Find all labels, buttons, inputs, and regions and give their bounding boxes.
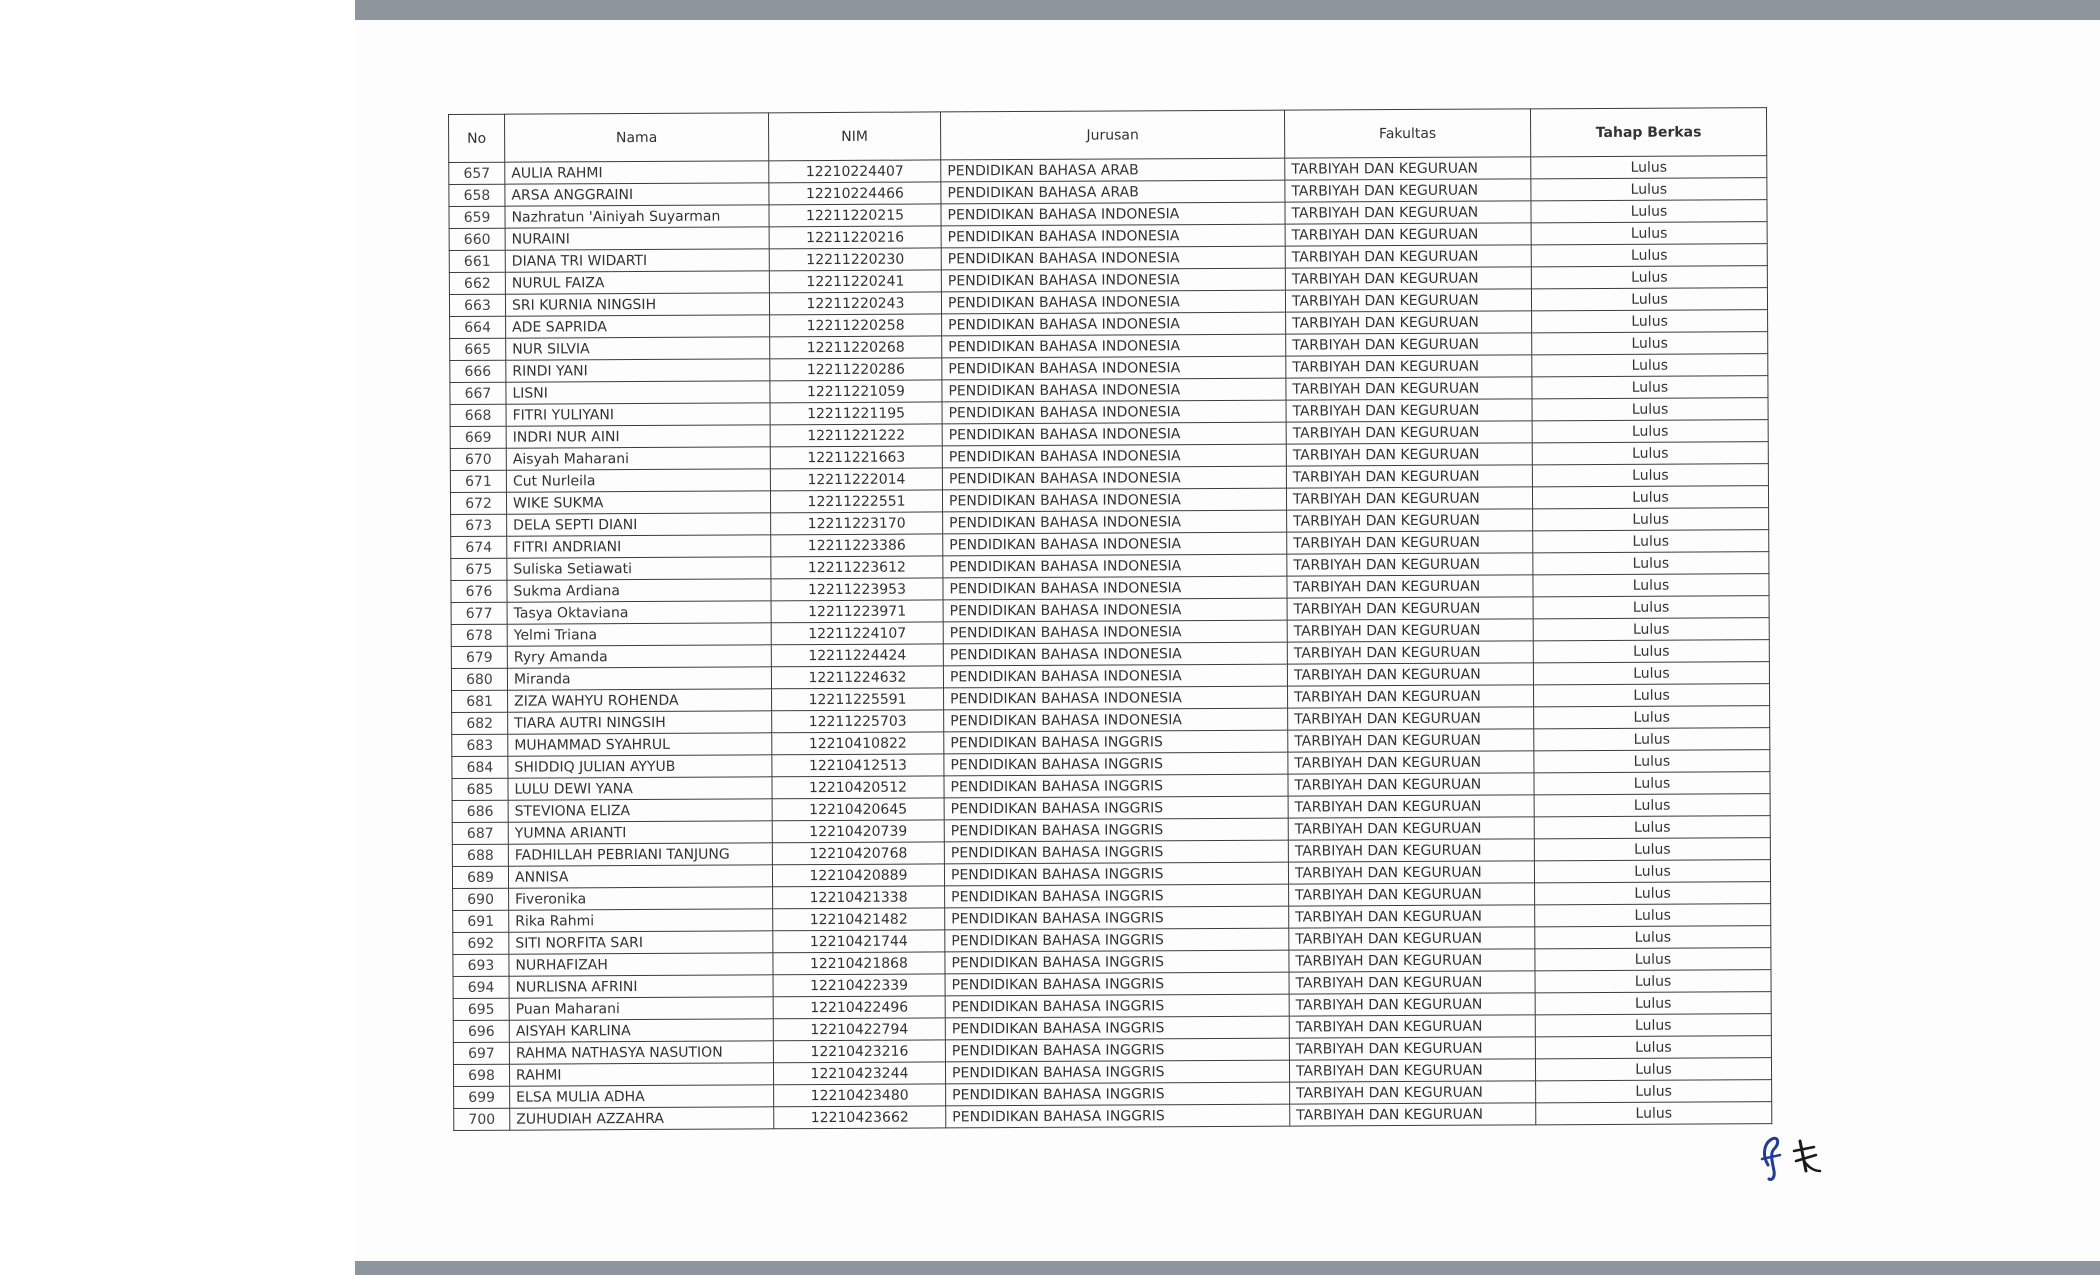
cell-no: 659 [449, 206, 505, 228]
cell-no: 685 [452, 778, 508, 800]
cell-no: 694 [453, 976, 509, 998]
cell-status: Lulus [1535, 992, 1771, 1015]
header-nim: NIM [768, 112, 940, 161]
header-nama: Nama [505, 113, 769, 162]
cell-jurusan: PENDIDIKAN BAHASA INDONESIA [943, 532, 1287, 556]
cell-fakultas: TARBIYAH DAN KEGURUAN [1290, 1103, 1536, 1126]
cell-no: 688 [452, 844, 508, 866]
scan-bottom-edge [355, 1261, 2100, 1275]
cell-nim: 12210224466 [769, 182, 941, 205]
cell-no: 671 [450, 470, 506, 492]
cell-nim: 12211220216 [769, 226, 941, 249]
cell-nim: 12211220230 [769, 248, 941, 271]
cell-no: 687 [452, 822, 508, 844]
cell-no: 668 [450, 404, 506, 426]
cell-nama: FITRI YULIYANI [506, 403, 770, 426]
cell-no: 681 [452, 690, 508, 712]
cell-nim: 12211223170 [771, 512, 943, 535]
cell-fakultas: TARBIYAH DAN KEGURUAN [1287, 575, 1533, 598]
cell-jurusan: PENDIDIKAN BAHASA INDONESIA [942, 334, 1286, 358]
cell-nama: AISYAH KARLINA [509, 1019, 773, 1042]
cell-jurusan: PENDIDIKAN BAHASA INDONESIA [941, 290, 1285, 314]
cell-nama: Sukma Ardiana [507, 579, 771, 602]
cell-no: 682 [452, 712, 508, 734]
cell-jurusan: PENDIDIKAN BAHASA INDONESIA [941, 268, 1285, 292]
cell-nama: LULU DEWI YANA [508, 777, 772, 800]
cell-fakultas: TARBIYAH DAN KEGURUAN [1289, 883, 1535, 906]
cell-nama: ZUHUDIAH AZZAHRA [510, 1107, 774, 1130]
cell-nim: 12211223953 [771, 578, 943, 601]
cell-nama: Cut Nurleila [506, 469, 770, 492]
cell-status: Lulus [1532, 310, 1768, 333]
cell-status: Lulus [1531, 222, 1767, 245]
cell-no: 697 [453, 1042, 509, 1064]
cell-no: 683 [452, 734, 508, 756]
cell-nama: Miranda [507, 667, 771, 690]
cell-no: 691 [453, 910, 509, 932]
cell-no: 667 [450, 382, 506, 404]
cell-fakultas: TARBIYAH DAN KEGURUAN [1286, 333, 1532, 356]
cell-nama: SHIDDIQ JULIAN AYYUB [508, 755, 772, 778]
cell-no: 676 [451, 580, 507, 602]
cell-no: 666 [450, 360, 506, 382]
cell-status: Lulus [1531, 156, 1767, 179]
cell-jurusan: PENDIDIKAN BAHASA INDONESIA [943, 664, 1287, 688]
cell-jurusan: PENDIDIKAN BAHASA INGGRIS [945, 906, 1289, 930]
cell-fakultas: TARBIYAH DAN KEGURUAN [1287, 663, 1533, 686]
cell-fakultas: TARBIYAH DAN KEGURUAN [1285, 245, 1531, 268]
cell-fakultas: TARBIYAH DAN KEGURUAN [1289, 905, 1535, 928]
cell-nama: Aisyah Maharani [506, 447, 770, 470]
cell-status: Lulus [1534, 816, 1770, 839]
cell-nama: Tasya Oktaviana [507, 601, 771, 624]
cell-nama: MUHAMMAD SYAHRUL [508, 733, 772, 756]
cell-jurusan: PENDIDIKAN BAHASA INDONESIA [943, 576, 1287, 600]
cell-fakultas: TARBIYAH DAN KEGURUAN [1290, 1081, 1536, 1104]
cell-nama: WIKE SUKMA [506, 491, 770, 514]
cell-no: 663 [449, 294, 505, 316]
cell-nama: STEVIONA ELIZA [508, 799, 772, 822]
cell-fakultas: TARBIYAH DAN KEGURUAN [1289, 971, 1535, 994]
cell-jurusan: PENDIDIKAN BAHASA INGGRIS [945, 1016, 1289, 1040]
cell-status: Lulus [1535, 882, 1771, 905]
cell-status: Lulus [1534, 750, 1770, 773]
cell-nama: SITI NORFITA SARI [509, 931, 773, 954]
cell-no: 661 [449, 250, 505, 272]
cell-status: Lulus [1532, 442, 1768, 465]
cell-jurusan: PENDIDIKAN BAHASA INGGRIS [945, 1060, 1289, 1084]
cell-nama: ELSA MULIA ADHA [510, 1085, 774, 1108]
cell-nama: NURAINI [505, 227, 769, 250]
cell-fakultas: TARBIYAH DAN KEGURUAN [1288, 795, 1534, 818]
cell-no: 674 [451, 536, 507, 558]
cell-status: Lulus [1531, 178, 1767, 201]
cell-status: Lulus [1535, 926, 1771, 949]
cell-jurusan: PENDIDIKAN BAHASA INDONESIA [942, 488, 1286, 512]
cell-no: 699 [454, 1086, 510, 1108]
cell-jurusan: PENDIDIKAN BAHASA INGGRIS [944, 752, 1288, 776]
cell-jurusan: PENDIDIKAN BAHASA INGGRIS [945, 884, 1289, 908]
cell-status: Lulus [1533, 662, 1769, 685]
cell-no: 678 [451, 624, 507, 646]
cell-no: 693 [453, 954, 509, 976]
cell-no: 675 [451, 558, 507, 580]
cell-fakultas: TARBIYAH DAN KEGURUAN [1289, 1015, 1535, 1038]
cell-nim: 12211220243 [769, 292, 941, 315]
cell-fakultas: TARBIYAH DAN KEGURUAN [1288, 751, 1534, 774]
cell-fakultas: TARBIYAH DAN KEGURUAN [1286, 487, 1532, 510]
cell-status: Lulus [1534, 838, 1770, 861]
cell-nim: 12210423244 [773, 1062, 945, 1085]
cell-jurusan: PENDIDIKAN BAHASA INDONESIA [942, 444, 1286, 468]
cell-jurusan: PENDIDIKAN BAHASA INDONESIA [943, 642, 1287, 666]
cell-nama: FADHILLAH PEBRIANI TANJUNG [508, 843, 772, 866]
cell-no: 660 [449, 228, 505, 250]
cell-nim: 12210422496 [773, 996, 945, 1019]
cell-fakultas: TARBIYAH DAN KEGURUAN [1289, 1059, 1535, 1082]
cell-jurusan: PENDIDIKAN BAHASA INDONESIA [942, 312, 1286, 336]
header-no: No [449, 114, 505, 162]
cell-jurusan: PENDIDIKAN BAHASA INDONESIA [944, 686, 1288, 710]
cell-nim: 12211220286 [770, 358, 942, 381]
cell-jurusan: PENDIDIKAN BAHASA INDONESIA [942, 378, 1286, 402]
cell-jurusan: PENDIDIKAN BAHASA INGGRIS [944, 862, 1288, 886]
cell-status: Lulus [1535, 970, 1771, 993]
cell-jurusan: PENDIDIKAN BAHASA INGGRIS [945, 950, 1289, 974]
cell-nim: 12211224632 [771, 666, 943, 689]
cell-fakultas: TARBIYAH DAN KEGURUAN [1287, 641, 1533, 664]
cell-nama: Puan Maharani [509, 997, 773, 1020]
cell-nama: FITRI ANDRIANI [507, 535, 771, 558]
cell-no: 673 [451, 514, 507, 536]
cell-fakultas: TARBIYAH DAN KEGURUAN [1288, 817, 1534, 840]
cell-jurusan: PENDIDIKAN BAHASA INGGRIS [944, 840, 1288, 864]
cell-fakultas: TARBIYAH DAN KEGURUAN [1286, 443, 1532, 466]
cell-nama: ARSA ANGGRAINI [505, 183, 769, 206]
cell-no: 692 [453, 932, 509, 954]
cell-jurusan: PENDIDIKAN BAHASA INGGRIS [946, 1082, 1290, 1106]
cell-nim: 12211224107 [771, 622, 943, 645]
cell-nama: TIARA AUTRI NINGSIH [508, 711, 772, 734]
cell-nama: DELA SEPTI DIANI [507, 513, 771, 536]
cell-jurusan: PENDIDIKAN BAHASA INGGRIS [945, 972, 1289, 996]
cell-fakultas: TARBIYAH DAN KEGURUAN [1285, 223, 1531, 246]
cell-nim: 12210422339 [773, 974, 945, 997]
cell-status: Lulus [1534, 684, 1770, 707]
cell-fakultas: TARBIYAH DAN KEGURUAN [1286, 421, 1532, 444]
cell-nama: Ryry Amanda [507, 645, 771, 668]
cell-no: 680 [451, 668, 507, 690]
header-fakultas: Fakultas [1284, 109, 1530, 158]
cell-status: Lulus [1534, 794, 1770, 817]
cell-nim: 12210412513 [772, 754, 944, 777]
table-body [449, 156, 1772, 1131]
cell-nama: Suliska Setiawati [507, 557, 771, 580]
scan-top-edge [355, 0, 2100, 20]
cell-fakultas: TARBIYAH DAN KEGURUAN [1286, 377, 1532, 400]
cell-nim: 12211220268 [770, 336, 942, 359]
cell-nama: ADE SAPRIDA [506, 315, 770, 338]
cell-status: Lulus [1533, 618, 1769, 641]
cell-fakultas: TARBIYAH DAN KEGURUAN [1288, 773, 1534, 796]
cell-fakultas: TARBIYAH DAN KEGURUAN [1287, 531, 1533, 554]
cell-no: 690 [453, 888, 509, 910]
cell-jurusan: PENDIDIKAN BAHASA ARAB [941, 158, 1285, 182]
cell-fakultas: TARBIYAH DAN KEGURUAN [1289, 993, 1535, 1016]
cell-fakultas: TARBIYAH DAN KEGURUAN [1287, 553, 1533, 576]
cell-fakultas: TARBIYAH DAN KEGURUAN [1288, 861, 1534, 884]
cell-status: Lulus [1535, 1036, 1771, 1059]
cell-status: Lulus [1534, 706, 1770, 729]
cell-jurusan: PENDIDIKAN BAHASA INDONESIA [942, 466, 1286, 490]
cell-jurusan: PENDIDIKAN BAHASA INGGRIS [944, 730, 1288, 754]
cell-nim: 12210420739 [772, 820, 944, 843]
cell-status: Lulus [1535, 948, 1771, 971]
cell-no: 684 [452, 756, 508, 778]
cell-status: Lulus [1531, 244, 1767, 267]
cell-no: 662 [449, 272, 505, 294]
cell-fakultas: TARBIYAH DAN KEGURUAN [1288, 685, 1534, 708]
cell-fakultas: TARBIYAH DAN KEGURUAN [1289, 949, 1535, 972]
cell-nim: 12211223386 [771, 534, 943, 557]
cell-no: 700 [454, 1108, 510, 1130]
cell-status: Lulus [1536, 1102, 1772, 1125]
cell-jurusan: PENDIDIKAN BAHASA INDONESIA [942, 356, 1286, 380]
cell-no: 658 [449, 184, 505, 206]
cell-no: 665 [450, 338, 506, 360]
cell-status: Lulus [1536, 1080, 1772, 1103]
cell-nim: 12210420889 [772, 864, 944, 887]
cell-nama: RAHMI [509, 1063, 773, 1086]
cell-jurusan: PENDIDIKAN BAHASA INGGRIS [944, 796, 1288, 820]
cell-jurusan: PENDIDIKAN BAHASA INDONESIA [943, 510, 1287, 534]
cell-nama: NURHAFIZAH [509, 953, 773, 976]
cell-status: Lulus [1533, 530, 1769, 553]
cell-nama: DIANA TRI WIDARTI [505, 249, 769, 272]
cell-status: Lulus [1534, 772, 1770, 795]
cell-fakultas: TARBIYAH DAN KEGURUAN [1285, 267, 1531, 290]
cell-status: Lulus [1533, 508, 1769, 531]
cell-no: 672 [450, 492, 506, 514]
cell-nim: 12210420768 [772, 842, 944, 865]
cell-nim: 12211225591 [772, 688, 944, 711]
cell-nama: Nazhratun 'Ainiyah Suyarman [505, 205, 769, 228]
cell-jurusan: PENDIDIKAN BAHASA INDONESIA [942, 422, 1286, 446]
cell-fakultas: TARBIYAH DAN KEGURUAN [1286, 355, 1532, 378]
cell-nama: ANNISA [508, 865, 772, 888]
cell-status: Lulus [1531, 266, 1767, 289]
cell-nim: 12211221059 [770, 380, 942, 403]
cell-status: Lulus [1533, 574, 1769, 597]
cell-nama: AULIA RAHMI [505, 161, 769, 184]
cell-nim: 12210422794 [773, 1018, 945, 1041]
cell-jurusan: PENDIDIKAN BAHASA INGGRIS [945, 1038, 1289, 1062]
cell-nim: 12211221222 [770, 424, 942, 447]
cell-status: Lulus [1531, 288, 1767, 311]
cell-nim: 12211224424 [771, 644, 943, 667]
applicant-table [448, 107, 1772, 1131]
cell-no: 670 [450, 448, 506, 470]
cell-no: 669 [450, 426, 506, 448]
cell-fakultas: TARBIYAH DAN KEGURUAN [1285, 201, 1531, 224]
cell-status: Lulus [1534, 860, 1770, 883]
cell-nim: 12210423662 [774, 1106, 946, 1129]
cell-no: 695 [453, 998, 509, 1020]
cell-no: 657 [449, 162, 505, 184]
cell-fakultas: TARBIYAH DAN KEGURUAN [1286, 311, 1532, 334]
cell-no: 698 [453, 1064, 509, 1086]
cell-fakultas: TARBIYAH DAN KEGURUAN [1288, 839, 1534, 862]
cell-nim: 12211222014 [770, 468, 942, 491]
cell-nim: 12211223971 [771, 600, 943, 623]
cell-nama: Yelmi Triana [507, 623, 771, 646]
cell-nama: RAHMA NATHASYA NASUTION [509, 1041, 773, 1064]
cell-jurusan: PENDIDIKAN BAHASA INDONESIA [941, 202, 1285, 226]
cell-jurusan: PENDIDIKAN BAHASA INDONESIA [943, 598, 1287, 622]
cell-nama: NURLISNA AFRINI [509, 975, 773, 998]
cell-status: Lulus [1535, 904, 1771, 927]
cell-nim: 12210421338 [773, 886, 945, 909]
cell-nim: 12210421868 [773, 952, 945, 975]
cell-fakultas: TARBIYAH DAN KEGURUAN [1287, 619, 1533, 642]
scan-left-margin [0, 0, 355, 1275]
cell-nama: YUMNA ARIANTI [508, 821, 772, 844]
cell-nim: 12211222551 [770, 490, 942, 513]
cell-nim: 12211220215 [769, 204, 941, 227]
header-jurusan: Jurusan [940, 110, 1284, 160]
cell-nama: LISNI [506, 381, 770, 404]
cell-nama: RINDI YANI [506, 359, 770, 382]
cell-nama: Fiveronika [509, 887, 773, 910]
cell-status: Lulus [1532, 486, 1768, 509]
cell-jurusan: PENDIDIKAN BAHASA INGGRIS [944, 774, 1288, 798]
cell-nim: 12210423216 [773, 1040, 945, 1063]
cell-jurusan: PENDIDIKAN BAHASA INDONESIA [943, 620, 1287, 644]
cell-fakultas: TARBIYAH DAN KEGURUAN [1288, 729, 1534, 752]
cell-fakultas: TARBIYAH DAN KEGURUAN [1287, 597, 1533, 620]
cell-nama: NURUL FAIZA [505, 271, 769, 294]
cell-no: 664 [450, 316, 506, 338]
cell-fakultas: TARBIYAH DAN KEGURUAN [1286, 465, 1532, 488]
cell-nim: 12211221663 [770, 446, 942, 469]
cell-status: Lulus [1533, 552, 1769, 575]
cell-nim: 12210421744 [773, 930, 945, 953]
cell-jurusan: PENDIDIKAN BAHASA INGGRIS [945, 928, 1289, 952]
cell-status: Lulus [1533, 596, 1769, 619]
cell-nim: 12210420645 [772, 798, 944, 821]
cell-fakultas: TARBIYAH DAN KEGURUAN [1289, 927, 1535, 950]
cell-fakultas: TARBIYAH DAN KEGURUAN [1285, 179, 1531, 202]
cell-jurusan: PENDIDIKAN BAHASA INGGRIS [946, 1104, 1290, 1128]
cell-nim: 12210423480 [774, 1084, 946, 1107]
cell-no: 686 [452, 800, 508, 822]
cell-jurusan: PENDIDIKAN BAHASA INDONESIA [941, 224, 1285, 248]
handwritten-initials-icon [1750, 1125, 1840, 1185]
cell-status: Lulus [1531, 200, 1767, 223]
cell-nim: 12211220241 [769, 270, 941, 293]
cell-nama: SRI KURNIA NINGSIH [505, 293, 769, 316]
cell-jurusan: PENDIDIKAN BAHASA INDONESIA [943, 554, 1287, 578]
cell-no: 696 [453, 1020, 509, 1042]
cell-status: Lulus [1535, 1014, 1771, 1037]
cell-status: Lulus [1532, 420, 1768, 443]
cell-fakultas: TARBIYAH DAN KEGURUAN [1289, 1037, 1535, 1060]
cell-nim: 12210224407 [769, 160, 941, 183]
cell-jurusan: PENDIDIKAN BAHASA INGGRIS [944, 818, 1288, 842]
cell-no: 679 [451, 646, 507, 668]
cell-status: Lulus [1532, 354, 1768, 377]
cell-jurusan: PENDIDIKAN BAHASA INGGRIS [945, 994, 1289, 1018]
cell-status: Lulus [1532, 398, 1768, 421]
cell-fakultas: TARBIYAH DAN KEGURUAN [1287, 509, 1533, 532]
cell-nama: NUR SILVIA [506, 337, 770, 360]
cell-no: 677 [451, 602, 507, 624]
cell-nama: INDRI NUR AINI [506, 425, 770, 448]
cell-status: Lulus [1532, 376, 1768, 399]
cell-nim: 12211220258 [770, 314, 942, 337]
header-row [449, 108, 1767, 163]
cell-status: Lulus [1535, 1058, 1771, 1081]
cell-status: Lulus [1532, 464, 1768, 487]
cell-jurusan: PENDIDIKAN BAHASA INDONESIA [941, 246, 1285, 270]
cell-status: Lulus [1533, 640, 1769, 663]
cell-nim: 12211221195 [770, 402, 942, 425]
cell-fakultas: TARBIYAH DAN KEGURUAN [1285, 157, 1531, 180]
cell-no: 689 [452, 866, 508, 888]
header-tahap-berkas: Tahap Berkas [1530, 108, 1766, 157]
cell-nim: 12210421482 [773, 908, 945, 931]
cell-nama: Rika Rahmi [509, 909, 773, 932]
cell-nama: ZIZA WAHYU ROHENDA [508, 689, 772, 712]
cell-jurusan: PENDIDIKAN BAHASA ARAB [941, 180, 1285, 204]
cell-nim: 12211225703 [772, 710, 944, 733]
cell-nim: 12210420512 [772, 776, 944, 799]
cell-fakultas: TARBIYAH DAN KEGURUAN [1288, 707, 1534, 730]
cell-status: Lulus [1532, 332, 1768, 355]
cell-fakultas: TARBIYAH DAN KEGURUAN [1286, 399, 1532, 422]
cell-nim: 12211223612 [771, 556, 943, 579]
table-header [449, 108, 1767, 163]
cell-nim: 12210410822 [772, 732, 944, 755]
cell-fakultas: TARBIYAH DAN KEGURUAN [1285, 289, 1531, 312]
cell-jurusan: PENDIDIKAN BAHASA INDONESIA [942, 400, 1286, 424]
cell-jurusan: PENDIDIKAN BAHASA INDONESIA [944, 708, 1288, 732]
cell-status: Lulus [1534, 728, 1770, 751]
